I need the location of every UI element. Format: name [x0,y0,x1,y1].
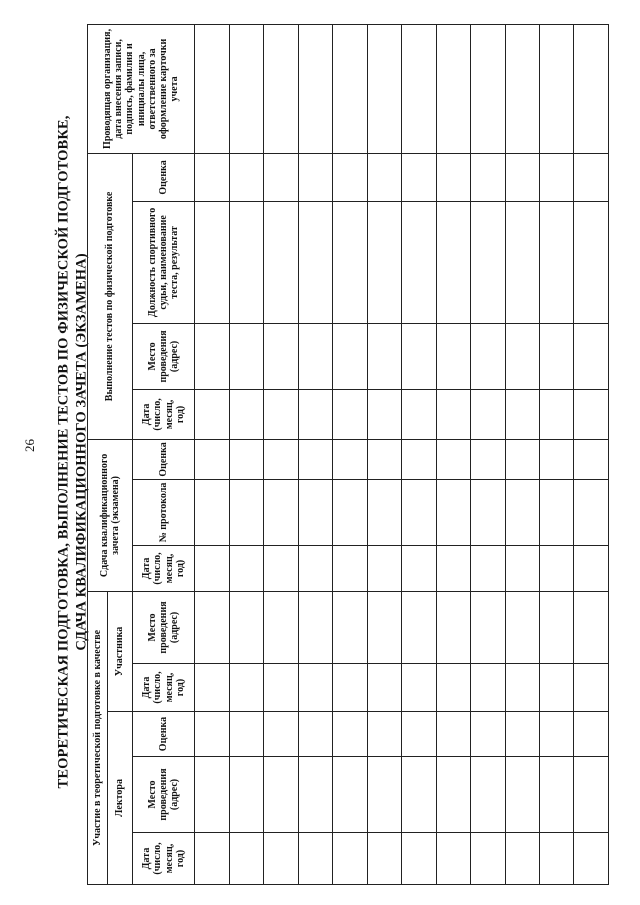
header-exam-date: Дата (число, месяц, год) [132,545,195,591]
table-cell[interactable] [402,479,436,545]
table-cell[interactable] [195,591,229,663]
table-cell[interactable] [505,545,539,591]
table-cell[interactable] [195,545,229,591]
table-cell[interactable] [539,201,573,323]
header-participant-date: Дата (число, месяц, год) [132,664,195,712]
table-cell[interactable] [264,389,298,439]
table-cell[interactable] [471,545,505,591]
header-lecturer: Лектора [108,712,132,885]
table-cell[interactable] [436,664,470,712]
table-cell[interactable] [402,153,436,201]
table-row [471,24,505,884]
header-exam-protocol: № протокола [132,479,195,545]
table-cell[interactable] [367,591,401,663]
header-participant: Участника [108,591,132,711]
table-cell[interactable] [333,24,367,153]
table-cell[interactable] [402,439,436,479]
table-cell[interactable] [367,712,401,757]
table-cell[interactable] [229,664,263,712]
table-cell[interactable] [471,439,505,479]
table-cell[interactable] [505,389,539,439]
table-cell[interactable] [539,479,573,545]
table-cell[interactable] [471,201,505,323]
table-cell[interactable] [367,545,401,591]
table-cell[interactable] [436,323,470,389]
table-cell[interactable] [539,712,573,757]
table-cell[interactable] [367,389,401,439]
table-cell[interactable] [539,591,573,663]
table-cell[interactable] [436,479,470,545]
header-participant-place: Место проведения (адрес) [132,591,195,663]
table-row [367,24,401,884]
table-cell[interactable] [298,664,332,712]
table-cell[interactable] [333,153,367,201]
table-cell[interactable] [539,153,573,201]
table-cell[interactable] [229,757,263,833]
table-cell[interactable] [505,24,539,153]
table-cell[interactable] [402,545,436,591]
table-cell[interactable] [402,591,436,663]
table-row [505,24,539,884]
table-cell[interactable] [264,439,298,479]
table-cell[interactable] [402,323,436,389]
table-cell[interactable] [298,757,332,833]
table-cell[interactable] [229,591,263,663]
table-cell[interactable] [574,439,609,479]
table-cell[interactable] [367,439,401,479]
header-tests-place: Место проведения (адрес) [132,323,195,389]
table-cell[interactable] [333,664,367,712]
table-cell[interactable] [229,545,263,591]
table-cell[interactable] [539,389,573,439]
header-exam-group: Сдача квалификационного зачета (экзамена) [88,439,133,591]
table-cell[interactable] [229,153,263,201]
header-lecturer-place: Место проведения (адрес) [132,757,195,833]
table-cell[interactable] [195,24,229,153]
table-cell[interactable] [539,323,573,389]
table-cell[interactable] [195,389,229,439]
table-cell[interactable] [195,323,229,389]
table-cell[interactable] [436,712,470,757]
table-cell[interactable] [539,757,573,833]
table-cell[interactable] [264,757,298,833]
table-cell[interactable] [471,24,505,153]
table-cell[interactable] [333,712,367,757]
header-tests-date: Дата (число, месяц, год) [132,389,195,439]
table-cell[interactable] [471,833,505,885]
table-cell[interactable] [436,389,470,439]
table-cell[interactable] [333,591,367,663]
table-row [574,24,609,884]
table-cell[interactable] [367,757,401,833]
table-cell[interactable] [574,833,609,885]
table-cell[interactable] [436,833,470,885]
table-cell[interactable] [505,479,539,545]
header-organization: Проводящая организация, дата внесения записи, подпись, фамилия и инициалы лица, ответственного за оформление карточки учета [88,24,195,153]
table-cell[interactable] [229,479,263,545]
table-cell[interactable] [195,153,229,201]
table-cell[interactable] [471,712,505,757]
table-cell[interactable] [298,439,332,479]
table-cell[interactable] [402,833,436,885]
table-cell[interactable] [195,712,229,757]
table-cell[interactable] [229,833,263,885]
table-row [264,24,298,884]
table-cell[interactable] [229,24,263,153]
table-cell[interactable] [436,591,470,663]
table-cell[interactable] [574,153,609,201]
table-cell[interactable] [367,664,401,712]
table-cell[interactable] [264,833,298,885]
header-theory-group: Участие в теоретической подготовке в качестве [88,591,108,884]
table-cell[interactable] [264,323,298,389]
table-cell[interactable] [402,24,436,153]
table-cell[interactable] [505,323,539,389]
table-cell[interactable] [195,479,229,545]
record-form-table [87,24,609,885]
table-row [229,24,263,884]
table-row [539,24,573,884]
table-cell[interactable] [471,389,505,439]
table-cell[interactable] [298,389,332,439]
table-cell[interactable] [367,153,401,201]
form-table-frame [87,25,609,885]
table-cell[interactable] [436,757,470,833]
table-cell[interactable] [574,591,609,663]
table-cell[interactable] [264,545,298,591]
table-cell[interactable] [539,664,573,712]
table-cell[interactable] [195,833,229,885]
header-tests-judge: Должность спортивного судьи, наименование теста, результат [132,201,195,323]
table-cell[interactable] [402,664,436,712]
table-cell[interactable] [298,24,332,153]
table-cell[interactable] [195,201,229,323]
table-cell[interactable] [574,757,609,833]
table-cell[interactable] [574,24,609,153]
table-cell[interactable] [298,201,332,323]
table-cell[interactable] [333,201,367,323]
table-cell[interactable] [471,153,505,201]
table-cell[interactable] [367,201,401,323]
table-cell[interactable] [298,323,332,389]
table-cell[interactable] [298,712,332,757]
table-cell[interactable] [264,153,298,201]
table-cell[interactable] [229,201,263,323]
table-cell[interactable] [436,24,470,153]
table-cell[interactable] [505,757,539,833]
table-cell[interactable] [367,479,401,545]
table-cell[interactable] [574,545,609,591]
table-cell[interactable] [229,323,263,389]
table-cell[interactable] [367,833,401,885]
table-cell[interactable] [195,439,229,479]
table-cell[interactable] [539,439,573,479]
title-line-2: СДАЧА КВАЛИФИКАЦИОННОГО ЗАЧЕТА (ЭКЗАМЕНА) [73,253,90,651]
table-cell[interactable] [539,545,573,591]
table-cell[interactable] [505,833,539,885]
table-cell[interactable] [333,439,367,479]
table-cell[interactable] [298,833,332,885]
table-cell[interactable] [195,757,229,833]
table-cell[interactable] [436,201,470,323]
table-cell[interactable] [333,545,367,591]
table-cell[interactable] [367,24,401,153]
table-cell[interactable] [333,479,367,545]
table-cell[interactable] [436,545,470,591]
table-cell[interactable] [505,153,539,201]
table-cell[interactable] [402,712,436,757]
header-lecturer-date: Дата (число, месяц, год) [132,833,195,885]
table-cell[interactable] [574,201,609,323]
table-cell[interactable] [402,757,436,833]
table-cell[interactable] [229,712,263,757]
table-cell[interactable] [574,664,609,712]
table-cell[interactable] [505,591,539,663]
table-cell[interactable] [505,439,539,479]
table-cell[interactable] [298,153,332,201]
table-cell[interactable] [333,389,367,439]
table-cell[interactable] [264,664,298,712]
table-cell[interactable] [436,153,470,201]
table-cell[interactable] [574,712,609,757]
table-cell[interactable] [264,591,298,663]
table-cell[interactable] [505,712,539,757]
table-cell[interactable] [298,479,332,545]
table-cell[interactable] [471,591,505,663]
table-cell[interactable] [539,24,573,153]
table-cell[interactable] [402,389,436,439]
table-cell[interactable] [402,201,436,323]
table-cell[interactable] [264,24,298,153]
table-cell[interactable] [298,591,332,663]
table-row [402,24,436,884]
table-row [333,24,367,884]
table-cell[interactable] [539,833,573,885]
table-cell[interactable] [195,664,229,712]
page-number: 26 [22,439,37,452]
header-exam-grade: Оценка [132,439,195,479]
table-cell[interactable] [264,201,298,323]
table-cell[interactable] [229,439,263,479]
table-cell[interactable] [298,545,332,591]
table-cell[interactable] [505,664,539,712]
table-cell[interactable] [471,757,505,833]
header-lecturer-grade: Оценка [132,712,195,757]
table-cell[interactable] [264,479,298,545]
table-row [195,24,229,884]
table-row [436,24,470,884]
table-cell[interactable] [264,712,298,757]
table-cell[interactable] [333,323,367,389]
header-tests-group: Выполнение тестов по физической подготовке [88,153,133,439]
table-cell[interactable] [229,389,263,439]
table-cell[interactable] [333,833,367,885]
title-line-1: ТЕОРЕТИЧЕСКАЯ ПОДГОТОВКА, ВЫПОЛНЕНИЕ ТЕСТОВ ПО ФИЗИЧЕСКОЙ ПОДГОТОВКЕ, [55,115,72,789]
table-cell[interactable] [505,201,539,323]
table-cell[interactable] [471,479,505,545]
table-cell[interactable] [471,664,505,712]
table-cell[interactable] [333,757,367,833]
table-cell[interactable] [574,323,609,389]
table-row [298,24,332,884]
table-cell[interactable] [574,479,609,545]
header-tests-grade: Оценка [132,153,195,201]
table-cell[interactable] [574,389,609,439]
table-cell[interactable] [436,439,470,479]
table-cell[interactable] [367,323,401,389]
table-cell[interactable] [471,323,505,389]
